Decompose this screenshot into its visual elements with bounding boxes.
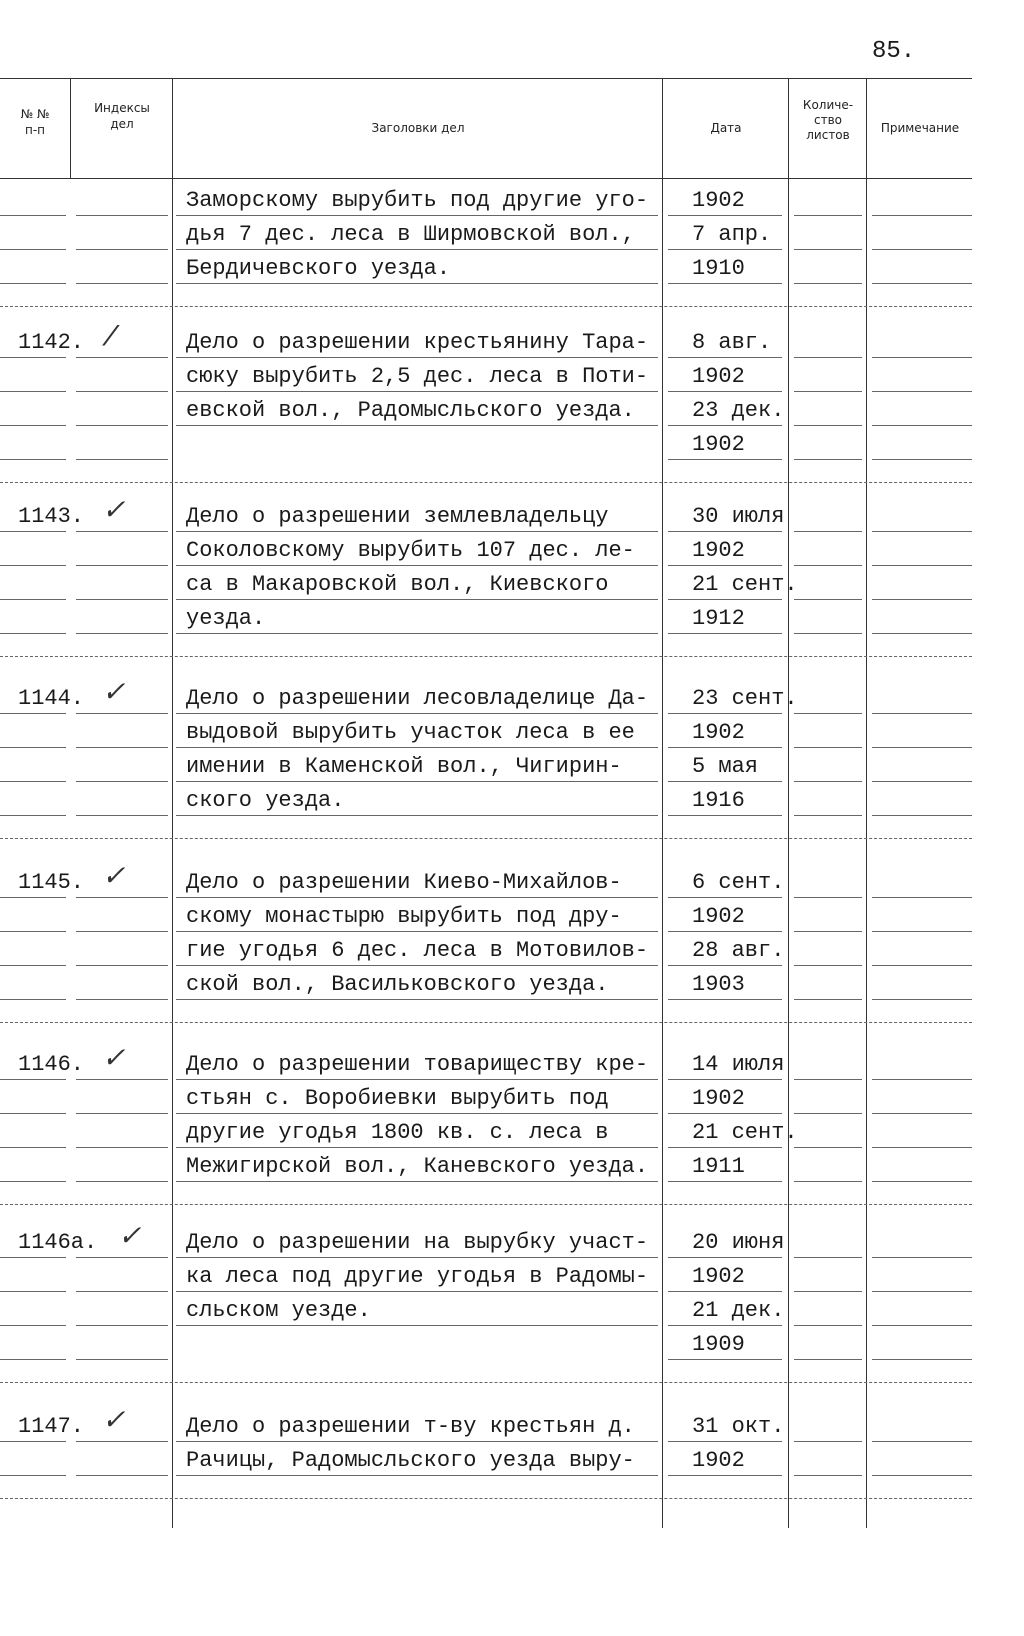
- check-mark: ✓: [102, 1407, 126, 1438]
- entry-title-line: са в Макаровской вол., Киевского: [186, 572, 609, 597]
- header-count: Количе- ство листов: [802, 98, 854, 142]
- note-col-rule: [872, 1181, 972, 1182]
- entry-date-line: 23 сент.: [692, 686, 798, 711]
- count-col-rule: [794, 565, 862, 566]
- entry-title-line: Дело о разрешении Киево-Михайлов-: [186, 870, 622, 895]
- entry-title-line: имении в Каменской вол., Чигирин-: [186, 754, 622, 779]
- title-underline: [176, 747, 658, 748]
- num-col-rule: [0, 999, 66, 1000]
- entry-date-line: 1916: [692, 788, 745, 813]
- num-col-rule: [0, 425, 66, 426]
- date-underline: [668, 1113, 782, 1114]
- index-col-rule: [76, 931, 168, 932]
- index-col-rule: [76, 781, 168, 782]
- title-underline: [176, 815, 658, 816]
- index-col-rule: [76, 1325, 168, 1326]
- note-col-rule: [872, 1147, 972, 1148]
- index-col-rule: [76, 1257, 168, 1258]
- title-underline: [176, 897, 658, 898]
- header-bottom-rule: [0, 178, 972, 179]
- count-col-rule: [794, 1147, 862, 1148]
- note-col-rule: [872, 391, 972, 392]
- entry-date-line: 30 июля: [692, 504, 785, 529]
- count-col-rule: [794, 931, 862, 932]
- entry-date-line: 21 сент.: [692, 572, 798, 597]
- entry-date-line: 1902: [692, 432, 745, 457]
- column-rule-5: [866, 78, 867, 1528]
- index-col-rule: [76, 283, 168, 284]
- index-col-rule: [76, 565, 168, 566]
- index-col-rule: [76, 531, 168, 532]
- count-col-rule: [794, 633, 862, 634]
- title-underline: [176, 633, 658, 634]
- index-col-rule: [76, 1147, 168, 1148]
- check-mark: ✓: [102, 497, 126, 528]
- note-col-rule: [872, 1291, 972, 1292]
- note-col-rule: [872, 1325, 972, 1326]
- entry-number: 1146а.: [18, 1230, 98, 1255]
- entry-separator-rule: [0, 838, 972, 839]
- date-underline: [668, 781, 782, 782]
- count-col-rule: [794, 1475, 862, 1476]
- entry-title-line: ского уезда.: [186, 788, 345, 813]
- date-underline: [668, 357, 782, 358]
- num-col-rule: [0, 747, 66, 748]
- entry-number: 1144.: [18, 686, 85, 711]
- num-col-rule: [0, 1257, 66, 1258]
- check-mark: ✓: [118, 1223, 142, 1254]
- entry-title-line: Дело о разрешении крестьянину Тара-: [186, 330, 649, 355]
- title-underline: [176, 781, 658, 782]
- note-col-rule: [872, 1475, 972, 1476]
- entry-title-line: Заморскому вырубить под другие уго-: [186, 188, 649, 213]
- entry-title-line: Рачицы, Радомысльского уезда выру-: [186, 1448, 635, 1473]
- index-col-rule: [76, 425, 168, 426]
- entry-date-line: 7 апр.: [692, 222, 772, 247]
- entry-title-line: сльском уезде.: [186, 1298, 371, 1323]
- count-col-rule: [794, 531, 862, 532]
- note-col-rule: [872, 999, 972, 1000]
- note-col-rule: [872, 283, 972, 284]
- title-underline: [176, 1181, 658, 1182]
- entry-date-line: 28 авг.: [692, 938, 785, 963]
- entry-date-line: 5 мая: [692, 754, 759, 779]
- date-underline: [668, 459, 782, 460]
- date-underline: [668, 391, 782, 392]
- entry-title-line: сюку вырубить 2,5 дес. леса в Поти-: [186, 364, 649, 389]
- note-col-rule: [872, 965, 972, 966]
- check-mark: ✓: [102, 863, 126, 894]
- entry-title-line: Бердичевского уезда.: [186, 256, 451, 281]
- title-underline: [176, 425, 658, 426]
- note-col-rule: [872, 747, 972, 748]
- header-num: № № п-п: [20, 107, 50, 137]
- column-rule-2: [172, 78, 173, 1528]
- note-col-rule: [872, 1359, 972, 1360]
- title-underline: [176, 599, 658, 600]
- entry-date-line: 1902: [692, 538, 745, 563]
- column-rule-4: [788, 78, 789, 1528]
- date-underline: [668, 283, 782, 284]
- title-underline: [176, 1325, 658, 1326]
- title-underline: [176, 283, 658, 284]
- entry-date-line: 1902: [692, 188, 745, 213]
- entry-number: 1147.: [18, 1414, 85, 1439]
- title-underline: [176, 1113, 658, 1114]
- count-col-rule: [794, 1441, 862, 1442]
- entry-number: 1143.: [18, 504, 85, 529]
- index-col-rule: [76, 215, 168, 216]
- entry-date-line: 6 сент.: [692, 870, 785, 895]
- note-col-rule: [872, 1079, 972, 1080]
- note-col-rule: [872, 713, 972, 714]
- num-col-rule: [0, 1113, 66, 1114]
- count-col-rule: [794, 713, 862, 714]
- title-underline: [176, 1147, 658, 1148]
- entry-title-line: Дело о разрешении на вырубку участ-: [186, 1230, 649, 1255]
- num-col-rule: [0, 781, 66, 782]
- date-underline: [668, 965, 782, 966]
- num-col-rule: [0, 1475, 66, 1476]
- note-col-rule: [872, 931, 972, 932]
- note-col-rule: [872, 425, 972, 426]
- count-col-rule: [794, 599, 862, 600]
- header-title: Заголовки дел: [371, 121, 465, 135]
- entry-title-line: ка леса под другие угодья в Радомы-: [186, 1264, 649, 1289]
- index-col-rule: [76, 1113, 168, 1114]
- date-underline: [668, 1291, 782, 1292]
- entry-date-line: 21 дек.: [692, 1298, 785, 1323]
- title-underline: [176, 531, 658, 532]
- count-col-rule: [794, 1079, 862, 1080]
- count-col-rule: [794, 897, 862, 898]
- title-underline: [176, 391, 658, 392]
- entry-title-line: евской вол., Радомысльского уезда.: [186, 398, 635, 423]
- index-col-rule: [76, 999, 168, 1000]
- count-col-rule: [794, 459, 862, 460]
- date-underline: [668, 713, 782, 714]
- count-col-rule: [794, 781, 862, 782]
- date-underline: [668, 1441, 782, 1442]
- num-col-rule: [0, 897, 66, 898]
- table-top-rule: [0, 78, 972, 79]
- index-col-rule: [76, 713, 168, 714]
- index-col-rule: [76, 965, 168, 966]
- date-underline: [668, 931, 782, 932]
- note-col-rule: [872, 781, 972, 782]
- entry-date-line: 1902: [692, 1264, 745, 1289]
- date-underline: [668, 897, 782, 898]
- num-col-rule: [0, 1147, 66, 1148]
- date-underline: [668, 215, 782, 216]
- title-underline: [176, 965, 658, 966]
- column-rule-1: [70, 78, 71, 178]
- entry-separator-rule: [0, 1382, 972, 1383]
- num-col-rule: [0, 249, 66, 250]
- count-col-rule: [794, 1325, 862, 1326]
- count-col-rule: [794, 965, 862, 966]
- index-col-rule: [76, 1475, 168, 1476]
- num-col-rule: [0, 531, 66, 532]
- title-underline: [176, 999, 658, 1000]
- note-col-rule: [872, 599, 972, 600]
- entry-date-line: 1902: [692, 1448, 745, 1473]
- entry-title-line: другие угодья 1800 кв. с. леса в: [186, 1120, 609, 1145]
- date-underline: [668, 599, 782, 600]
- title-underline: [176, 713, 658, 714]
- count-col-rule: [794, 357, 862, 358]
- entry-date-line: 1911: [692, 1154, 745, 1179]
- entry-separator-rule: [0, 1498, 972, 1499]
- note-col-rule: [872, 459, 972, 460]
- entry-number: 1145.: [18, 870, 85, 895]
- date-underline: [668, 249, 782, 250]
- num-col-rule: [0, 1325, 66, 1326]
- header-note: Примечание: [880, 121, 960, 135]
- entry-title-line: скому монастырю вырубить под дру-: [186, 904, 622, 929]
- index-col-rule: [76, 459, 168, 460]
- count-col-rule: [794, 283, 862, 284]
- note-col-rule: [872, 565, 972, 566]
- num-col-rule: [0, 1359, 66, 1360]
- num-col-rule: [0, 1291, 66, 1292]
- index-col-rule: [76, 633, 168, 634]
- entry-title-line: Соколовскому вырубить 107 дес. ле-: [186, 538, 635, 563]
- entry-title-line: Дело о разрешении землевладельцу: [186, 504, 609, 529]
- page-number: 85.: [872, 38, 916, 65]
- entry-title-line: Межигирской вол., Каневского уезда.: [186, 1154, 649, 1179]
- count-col-rule: [794, 1257, 862, 1258]
- count-col-rule: [794, 1113, 862, 1114]
- note-col-rule: [872, 215, 972, 216]
- date-underline: [668, 1359, 782, 1360]
- index-col-rule: [76, 897, 168, 898]
- num-col-rule: [0, 815, 66, 816]
- check-mark: ✓: [102, 1045, 126, 1076]
- date-underline: [668, 633, 782, 634]
- entry-title-line: дья 7 дес. леса в Ширмовской вол.,: [186, 222, 635, 247]
- date-underline: [668, 565, 782, 566]
- date-underline: [668, 531, 782, 532]
- entry-date-line: 1902: [692, 904, 745, 929]
- title-underline: [176, 565, 658, 566]
- count-col-rule: [794, 1359, 862, 1360]
- num-col-rule: [0, 459, 66, 460]
- num-col-rule: [0, 599, 66, 600]
- count-col-rule: [794, 747, 862, 748]
- date-underline: [668, 1325, 782, 1326]
- index-col-rule: [76, 1359, 168, 1360]
- column-rule-3: [662, 78, 663, 1528]
- entry-number: 1146.: [18, 1052, 85, 1077]
- index-col-rule: [76, 249, 168, 250]
- entry-date-line: 31 окт.: [692, 1414, 785, 1439]
- note-col-rule: [872, 1441, 972, 1442]
- title-underline: [176, 1291, 658, 1292]
- date-underline: [668, 747, 782, 748]
- num-col-rule: [0, 391, 66, 392]
- count-col-rule: [794, 391, 862, 392]
- entry-number: 1142.: [18, 330, 85, 355]
- title-underline: [176, 931, 658, 932]
- count-col-rule: [794, 815, 862, 816]
- note-col-rule: [872, 357, 972, 358]
- date-underline: [668, 1257, 782, 1258]
- entry-date-line: 20 июня: [692, 1230, 785, 1255]
- note-col-rule: [872, 633, 972, 634]
- num-col-rule: [0, 965, 66, 966]
- entry-title-line: выдовой вырубить участок леса в ее: [186, 720, 635, 745]
- num-col-rule: [0, 215, 66, 216]
- entry-separator-rule: [0, 656, 972, 657]
- index-col-rule: [76, 1441, 168, 1442]
- num-col-rule: [0, 713, 66, 714]
- date-underline: [668, 815, 782, 816]
- date-underline: [668, 425, 782, 426]
- index-col-rule: [76, 391, 168, 392]
- num-col-rule: [0, 565, 66, 566]
- entry-date-line: 1902: [692, 1086, 745, 1111]
- header-index: Индексы дел: [94, 101, 150, 131]
- entry-title-line: Дело о разрешении лесовладелице Да-: [186, 686, 649, 711]
- index-col-rule: [76, 357, 168, 358]
- title-underline: [176, 249, 658, 250]
- entry-title-line: Дело о разрешении товариществу кре-: [186, 1052, 649, 1077]
- count-col-rule: [794, 249, 862, 250]
- note-col-rule: [872, 249, 972, 250]
- entry-date-line: 1909: [692, 1332, 745, 1357]
- entry-title-line: уезда.: [186, 606, 266, 631]
- entry-date-line: 1902: [692, 364, 745, 389]
- entry-title-line: Дело о разрешении т-ву крестьян д.: [186, 1414, 635, 1439]
- count-col-rule: [794, 999, 862, 1000]
- note-col-rule: [872, 815, 972, 816]
- date-underline: [668, 1147, 782, 1148]
- num-col-rule: [0, 1441, 66, 1442]
- title-underline: [176, 1257, 658, 1258]
- entry-separator-rule: [0, 1204, 972, 1205]
- check-mark: /: [102, 323, 119, 354]
- entry-separator-rule: [0, 482, 972, 483]
- date-underline: [668, 1181, 782, 1182]
- index-col-rule: [76, 1181, 168, 1182]
- header-date: Дата: [710, 121, 742, 135]
- count-col-rule: [794, 1291, 862, 1292]
- title-underline: [176, 357, 658, 358]
- note-col-rule: [872, 531, 972, 532]
- index-col-rule: [76, 815, 168, 816]
- entry-date-line: 14 июля: [692, 1052, 785, 1077]
- note-col-rule: [872, 897, 972, 898]
- index-col-rule: [76, 599, 168, 600]
- check-mark: ✓: [102, 679, 126, 710]
- entry-title-line: гие угодья 6 дес. леса в Мотовилов-: [186, 938, 649, 963]
- num-col-rule: [0, 1181, 66, 1182]
- count-col-rule: [794, 215, 862, 216]
- entry-date-line: 21 сент.: [692, 1120, 798, 1145]
- entry-separator-rule: [0, 306, 972, 307]
- entry-separator-rule: [0, 1022, 972, 1023]
- index-col-rule: [76, 747, 168, 748]
- num-col-rule: [0, 283, 66, 284]
- note-col-rule: [872, 1113, 972, 1114]
- entry-title-line: стьян с. Воробиевки вырубить под: [186, 1086, 609, 1111]
- date-underline: [668, 1475, 782, 1476]
- entry-date-line: 1910: [692, 256, 745, 281]
- num-col-rule: [0, 357, 66, 358]
- entry-title-line: ской вол., Васильковского уезда.: [186, 972, 609, 997]
- count-col-rule: [794, 425, 862, 426]
- num-col-rule: [0, 633, 66, 634]
- title-underline: [176, 1441, 658, 1442]
- entry-date-line: 23 дек.: [692, 398, 785, 423]
- num-col-rule: [0, 931, 66, 932]
- date-underline: [668, 999, 782, 1000]
- index-col-rule: [76, 1291, 168, 1292]
- note-col-rule: [872, 1257, 972, 1258]
- date-underline: [668, 1079, 782, 1080]
- title-underline: [176, 1079, 658, 1080]
- title-underline: [176, 215, 658, 216]
- num-col-rule: [0, 1079, 66, 1080]
- entry-date-line: 8 авг.: [692, 330, 772, 355]
- title-underline: [176, 1475, 658, 1476]
- index-col-rule: [76, 1079, 168, 1080]
- entry-date-line: 1912: [692, 606, 745, 631]
- count-col-rule: [794, 1181, 862, 1182]
- entry-date-line: 1903: [692, 972, 745, 997]
- entry-date-line: 1902: [692, 720, 745, 745]
